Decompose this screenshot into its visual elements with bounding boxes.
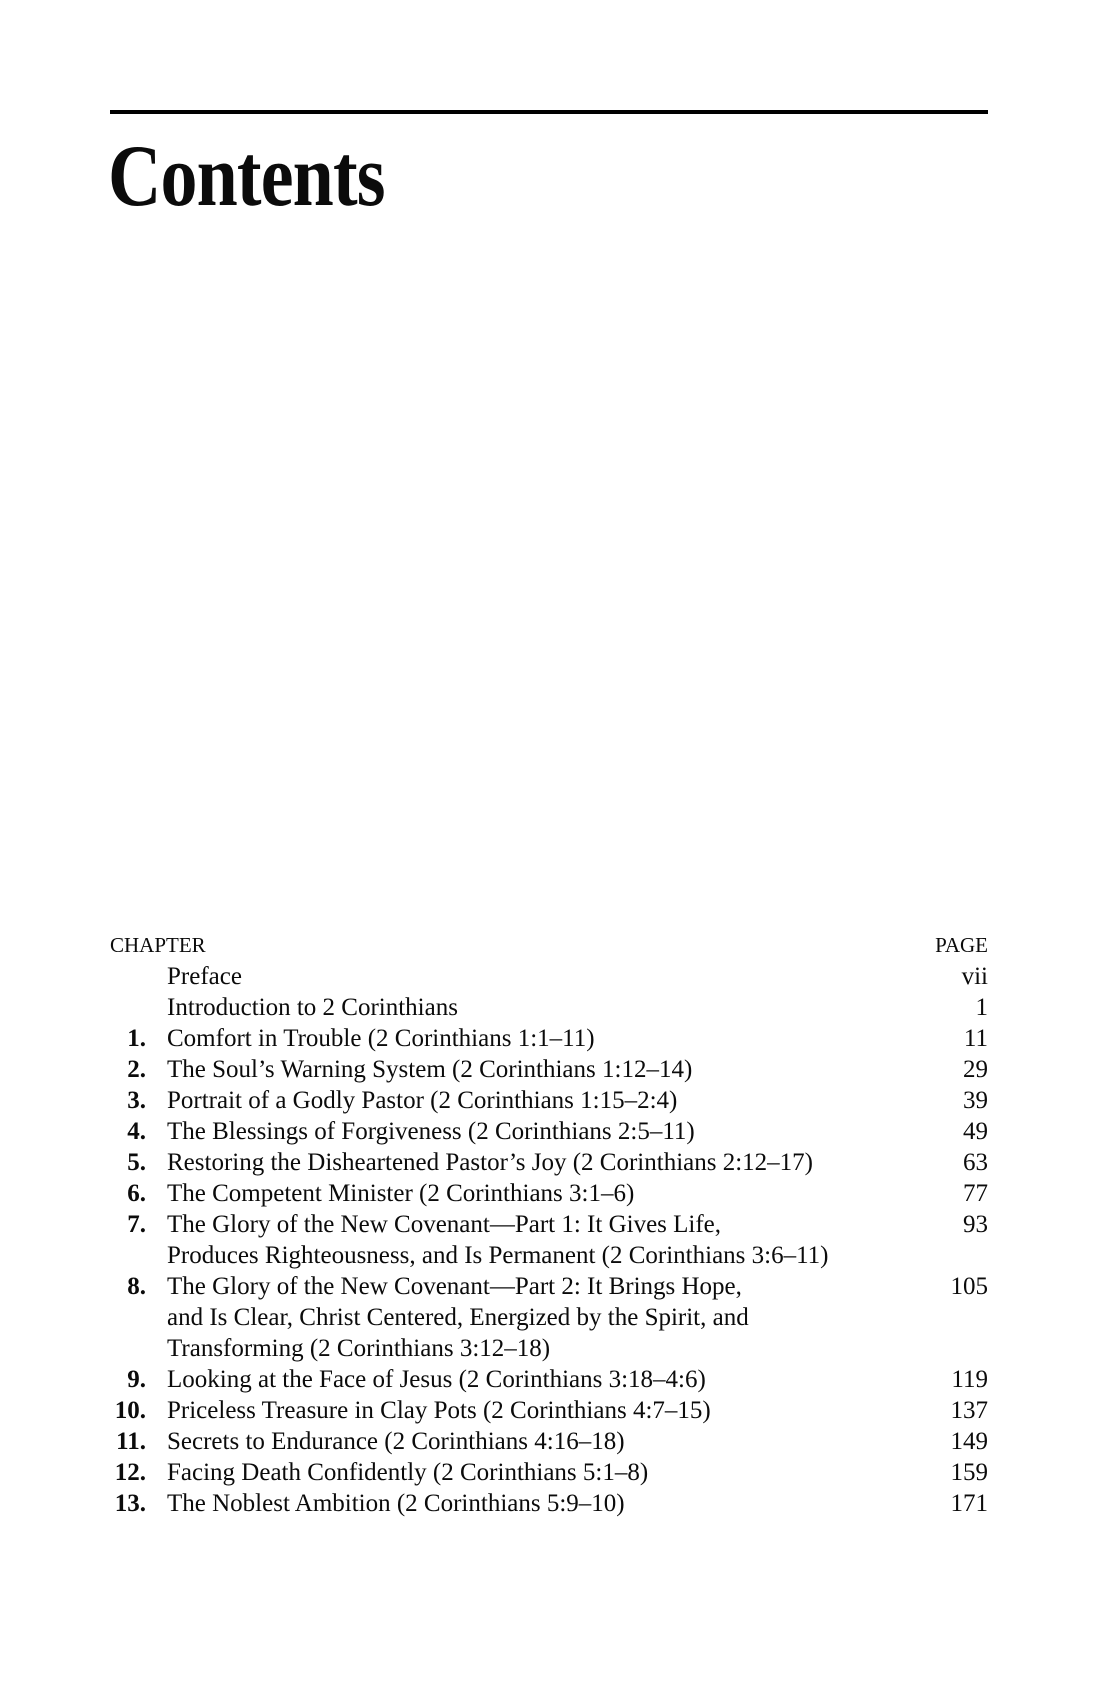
toc-entry [110, 1054, 988, 1085]
title-line: Transforming (2 Corinthians 3:12–18) [167, 1335, 551, 1362]
page-number: 93 [963, 1211, 988, 1238]
toc-entry [110, 1395, 988, 1426]
toc-entry [110, 1178, 988, 1209]
chapter-title [167, 1426, 942, 1457]
toc-entry [110, 992, 988, 1023]
toc-entry [110, 1023, 988, 1054]
page-number: 39 [963, 1087, 988, 1114]
chapter-title [167, 1085, 942, 1116]
title-line: Priceless Treasure in Clay Pots (2 Corinthians 4:7–15) [167, 1397, 711, 1424]
toc-entry [110, 1147, 988, 1178]
chapter-title [167, 1178, 942, 1209]
title-line: The Competent Minister (2 Corinthians 3:1–6) [167, 1180, 635, 1207]
page-number: 11 [963, 1025, 988, 1052]
toc-rows [110, 961, 988, 1519]
page-number: 149 [950, 1428, 988, 1455]
title-line: Produces Righteousness, and Is Permanent (2 Corinthians 3:6–11) [167, 1242, 829, 1269]
chapter-column-header: CHAPTER [110, 933, 206, 957]
page-number: 105 [950, 1273, 988, 1300]
page-number: 77 [963, 1180, 988, 1207]
chapter-number: 11. [116, 1428, 146, 1455]
chapter-number: 1. [127, 1025, 146, 1052]
page-title: Contents [108, 128, 385, 225]
toc-entry [110, 1271, 988, 1364]
title-line: The Glory of the New Covenant—Part 1: It Gives Life, [167, 1211, 722, 1238]
title-line: The Noblest Ambition (2 Corinthians 5:9–10) [167, 1490, 625, 1517]
chapter-title [167, 1364, 942, 1395]
page-number: 1 [975, 994, 988, 1021]
toc-entry [110, 1488, 988, 1519]
page-number: 171 [950, 1490, 988, 1517]
title-line: Introduction to 2 Corinthians [167, 994, 458, 1021]
title-line: Secrets to Endurance (2 Corinthians 4:16–18) [167, 1428, 625, 1455]
page-number: 137 [950, 1397, 988, 1424]
chapter-number: 12. [114, 1459, 146, 1486]
chapter-title [167, 1116, 942, 1147]
title-line: Portrait of a Godly Pastor (2 Corinthians 1:15–2:4) [167, 1087, 678, 1114]
title-line: The Soul’s Warning System (2 Corinthians 1:12–14) [167, 1056, 693, 1083]
chapter-title [167, 992, 942, 1023]
toc-entry [110, 1085, 988, 1116]
chapter-number: 2. [127, 1056, 146, 1083]
toc-entry [110, 1116, 988, 1147]
chapter-number: 9. [127, 1366, 146, 1393]
page-column-header: PAGE [935, 933, 988, 957]
chapter-number: 13. [114, 1490, 146, 1517]
chapter-title [167, 1209, 942, 1271]
toc-entry [110, 1364, 988, 1395]
page-number: 63 [963, 1149, 988, 1176]
toc-entry [110, 961, 988, 992]
toc-entry [110, 1457, 988, 1488]
title-line: Restoring the Disheartened Pastor’s Joy (2 Corinthians 2:12–17) [167, 1149, 813, 1176]
chapter-title [167, 1271, 942, 1364]
title-line: The Blessings of Forgiveness (2 Corinthians 2:5–11) [167, 1118, 695, 1145]
chapter-number: 7. [127, 1211, 146, 1238]
title-line: The Glory of the New Covenant—Part 2: It Brings Hope, [167, 1273, 742, 1300]
chapter-title [167, 1457, 942, 1488]
page-number: vii [961, 963, 988, 990]
chapter-number: 6. [127, 1180, 146, 1207]
chapter-title [167, 961, 942, 992]
page-number: 159 [950, 1459, 988, 1486]
title-line: Comfort in Trouble (2 Corinthians 1:1–11) [167, 1025, 595, 1052]
toc-entry [110, 1209, 988, 1271]
page-number: 119 [951, 1366, 988, 1393]
title-line: and Is Clear, Christ Centered, Energized by the Spirit, and [167, 1304, 749, 1331]
toc-header [110, 930, 988, 961]
toc-entry [110, 1426, 988, 1457]
chapter-title [167, 1054, 942, 1085]
title-line: Looking at the Face of Jesus (2 Corinthians 3:18–4:6) [167, 1366, 706, 1393]
chapter-number: 10. [114, 1397, 146, 1424]
chapter-number: 4. [127, 1118, 146, 1145]
top-rule [110, 110, 988, 114]
chapter-number: 5. [127, 1149, 146, 1176]
chapter-title [167, 1488, 942, 1519]
chapter-title [167, 1395, 942, 1426]
chapter-title [167, 1147, 942, 1178]
title-line: Facing Death Confidently (2 Corinthians 5:1–8) [167, 1459, 649, 1486]
title-line: Preface [167, 963, 242, 990]
table-of-contents [110, 930, 988, 1519]
chapter-number: 3. [127, 1087, 146, 1114]
page-number: 29 [963, 1056, 988, 1083]
chapter-title [167, 1023, 942, 1054]
chapter-number: 8. [127, 1273, 146, 1300]
page-number: 49 [963, 1118, 988, 1145]
